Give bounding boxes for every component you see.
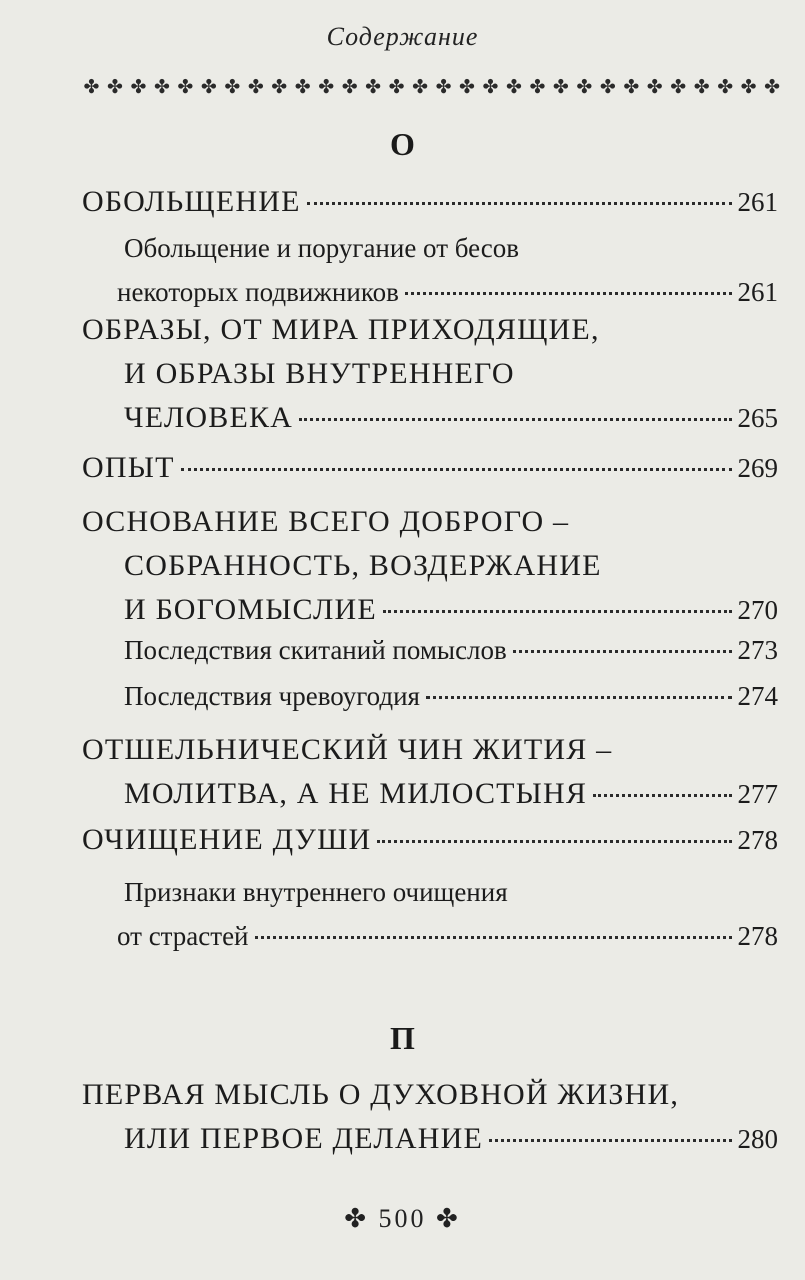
entry-title-line: ОБОЛЬЩЕНИЕ (82, 185, 301, 218)
section-letter: О (390, 126, 415, 162)
ornament-icon: ✤ (271, 76, 288, 98)
ornament-icon: ✤ (693, 76, 710, 98)
entry-page-number: 278 (737, 921, 778, 951)
dot-leader (255, 936, 732, 939)
ornament-icon: ✤ (459, 76, 475, 98)
ornament-icon: ✤ (412, 76, 429, 98)
ornament-icon: ✤ (482, 76, 499, 98)
dot-leader (383, 610, 732, 613)
entry-title-line: И ОБРАЗЫ ВНУТРЕННЕГО (124, 357, 515, 390)
ornament-icon: ✤ (153, 76, 170, 98)
ornament-icon: ✤ (200, 76, 217, 98)
ornament-icon: ✤ (83, 76, 100, 98)
dot-leader (513, 650, 732, 653)
entry-page-number: 273 (737, 635, 778, 665)
dot-leader (405, 292, 732, 295)
page-number: 500 (378, 1204, 427, 1233)
ornament-icon: ✤ (670, 76, 687, 98)
entry-title-line: Признаки внутреннего очищения (124, 877, 508, 907)
entry-title-line: ЧЕЛОВЕКА (124, 401, 294, 434)
ornament-icon: ✤ (717, 76, 734, 98)
ornament-icon: ✤ (576, 76, 593, 98)
ornament-icon: ✤ (435, 76, 452, 98)
entry-title-line: ИЛИ ПЕРВОЕ ДЕЛАНИЕ (124, 1122, 484, 1155)
dot-leader (377, 840, 731, 843)
entry-title-line: некоторых подвижников (117, 277, 399, 307)
ornament-divider (82, 74, 782, 100)
entry-page-number: 261 (737, 277, 778, 307)
ornament-icon: ✤ (505, 76, 522, 98)
folio-ornament-right: ✤ (436, 1204, 461, 1233)
entry-title-line: от страстей (117, 921, 249, 951)
ornament-icon: ✤ (107, 76, 123, 98)
entry-title-line: И БОГОМЫСЛИЕ (124, 593, 377, 626)
entry-page-number: 265 (737, 403, 778, 433)
entry-title-line: ПЕРВАЯ МЫСЛЬ О ДУХОВНОЙ ЖИЗНИ, (82, 1078, 680, 1111)
ornament-icon: ✤ (740, 76, 757, 98)
entry-title-line: Последствия чревоугодия (124, 681, 420, 711)
ornament-icon: ✤ (224, 76, 241, 98)
entry-page-number: 261 (737, 187, 778, 217)
entry-page-number: 270 (737, 595, 778, 625)
entry-title-line: ОСНОВАНИЕ ВСЕГО ДОБРОГО – (82, 505, 570, 538)
ornament-icon: ✤ (177, 76, 194, 98)
ornament-icon: ✤ (529, 76, 546, 98)
ornament-icon: ✤ (623, 76, 640, 98)
entry-page-number: 277 (737, 779, 778, 809)
dot-leader (299, 418, 731, 421)
dot-leader (426, 696, 732, 699)
ornament-icon: ✤ (365, 76, 382, 98)
entry-page-number: 274 (737, 681, 778, 711)
ornament-icon: ✤ (294, 76, 311, 98)
ornament-icon: ✤ (318, 76, 335, 98)
ornament-icon: ✤ (130, 76, 147, 98)
entry-title-line: ОБРАЗЫ, ОТ МИРА ПРИХОДЯЩИЕ, (82, 313, 600, 346)
entry-page-number: 269 (737, 453, 778, 483)
dot-leader (593, 794, 731, 797)
entry-page-number: 278 (737, 825, 778, 855)
ornament-icon: ✤ (646, 76, 663, 98)
running-head: Содержание (326, 22, 479, 51)
page-folio (0, 1204, 805, 1234)
entry-title-line: ОЧИЩЕНИЕ ДУШИ (82, 823, 372, 856)
entry-title-line: ОТШЕЛЬНИЧЕСКИЙ ЧИН ЖИТИЯ – (82, 733, 613, 766)
folio-ornament-left: ✤ (344, 1204, 369, 1233)
entry-page-number: 280 (737, 1124, 778, 1154)
ornament-icon: ✤ (599, 76, 616, 98)
entry-title-line: СОБРАННОСТЬ, ВОЗДЕРЖАНИЕ (124, 549, 602, 582)
ornament-icon: ✤ (341, 76, 358, 98)
ornament-icon: ✤ (388, 76, 405, 98)
entry-title-line: Обольщение и поругание от бесов (124, 233, 520, 263)
entry-title-line: ОПЫТ (82, 451, 175, 484)
ornament-icon: ✤ (764, 76, 781, 98)
ornament-icon: ✤ (247, 76, 264, 98)
section-letter: П (390, 1020, 415, 1056)
entry-title-line: МОЛИТВА, А НЕ МИЛОСТЫНЯ (124, 777, 588, 810)
dot-leader (307, 202, 732, 205)
dot-leader (181, 468, 732, 471)
entry-title-line: Последствия скитаний помыслов (124, 635, 507, 665)
dot-leader (489, 1139, 731, 1142)
ornament-icon: ✤ (552, 76, 569, 98)
